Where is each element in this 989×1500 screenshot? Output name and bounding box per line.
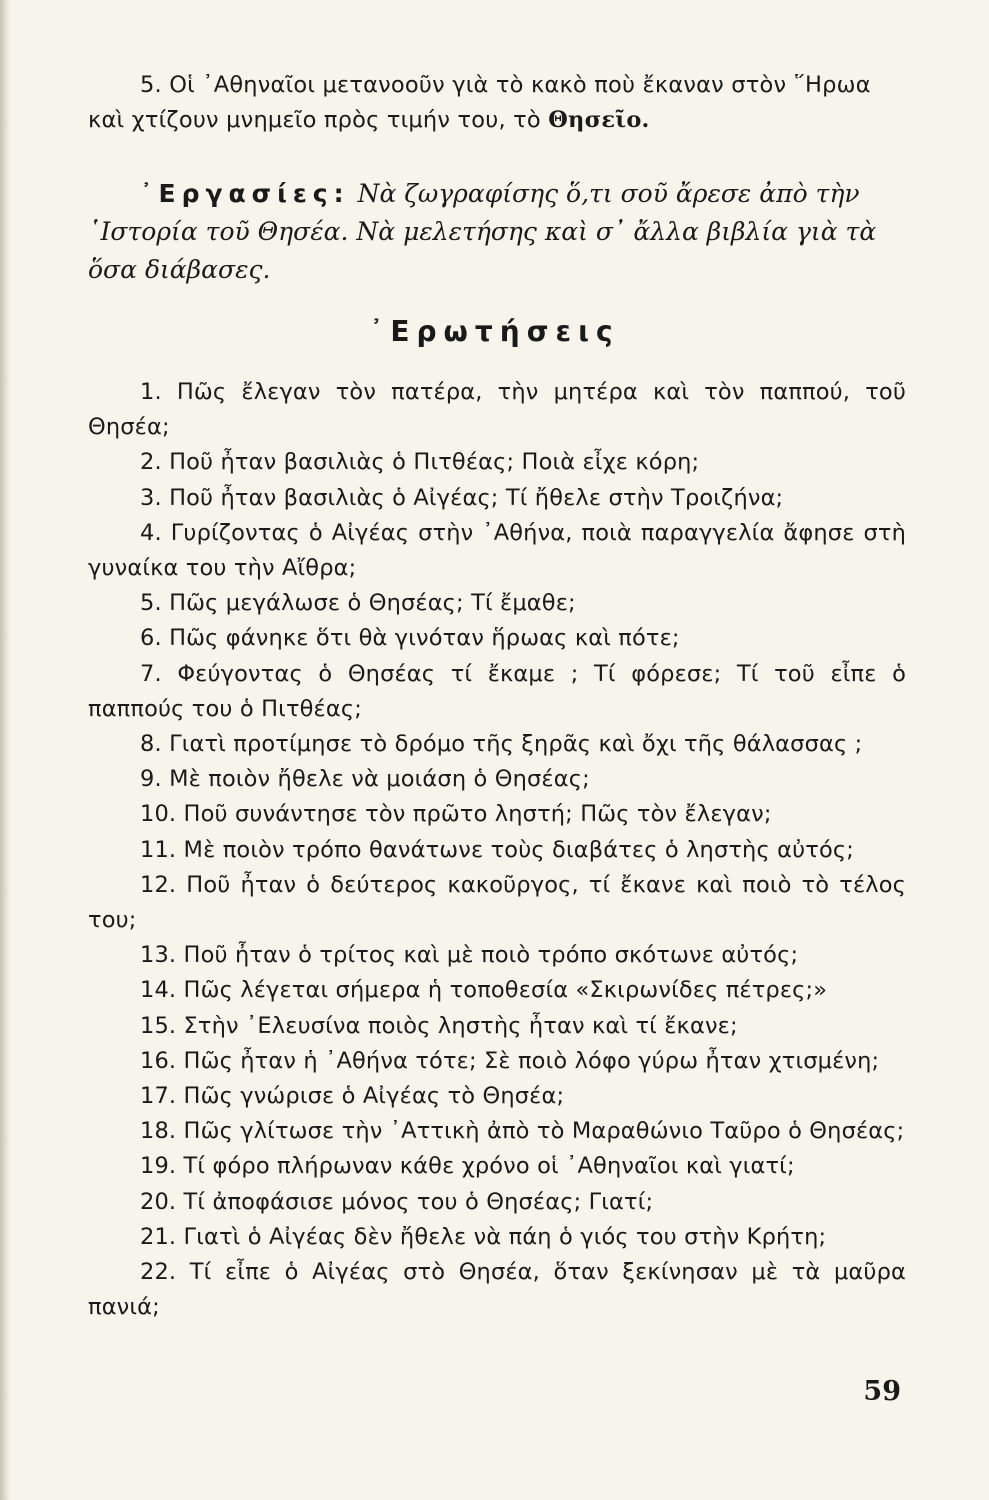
page-number: 59	[863, 1376, 901, 1407]
question-item: 21. Γιατὶ ὁ Αἰγέας δὲν ἤθελε νὰ πάη ὁ γιός του στὴν Κρήτη;	[140, 1223, 827, 1250]
question-item: 6. Πῶς φάνηκε ὅτι θὰ γινόταν ἥρωας καὶ πότε;	[140, 625, 680, 652]
question-item: 5. Πῶς μεγάλωσε ὁ Θησέας; Τί ἔμαθε;	[140, 590, 576, 617]
question-item: 4. Γυρίζοντας ὁ Αἰγέας στὴν ᾿Αθήνα, ποιὰ παραγγελία ἄφησε στὴ γυναίκα του τὴν Αἴθρα;	[88, 519, 906, 582]
question-item: 12. Ποῦ ἦταν ὁ δεύτερος κακοῦργος, τί ἔκανε καὶ ποιὸ τὸ τέλος του;	[88, 871, 906, 934]
question-item: 8. Γιατὶ προτίμησε τὸ δρόμο τῆς ξηρᾶς καὶ ὄχι τῆς θάλασσας ;	[140, 731, 863, 758]
question-item: 9. Μὲ ποιὸν ἤθελε νὰ μοιάση ὁ Θησέας;	[140, 766, 590, 793]
question-item: 18. Πῶς γλίτωσε τὴν ᾿Αττικὴ ἀπὸ τὸ Μαραθώνιο Ταῦρο ὁ Θησέας;	[140, 1118, 905, 1145]
question-item: 1. Πῶς ἔλεγαν τὸν πατέρα, τὴν μητέρα καὶ τὸν παππού, τοῦ Θησέα;	[88, 379, 906, 441]
question-item: 2. Ποῦ ἦταν βασιλιὰς ὁ Πιτθέας; Ποιὰ εἶχε κόρη;	[140, 449, 700, 476]
intro-paragraph	[88, 68, 906, 138]
questions-heading: ᾿Ερωτήσεις	[369, 315, 620, 348]
ergasies-text: Νὰ ζωγραφίσης ὅ,τι σοῦ ἄρεσε ἀπὸ τὴν ῾Ιστορία τοῦ Θησέα. Νὰ μελετήσης καὶ σ᾿ ἄλλα βιβλία γιὰ τὰ ὅσα διάβασες.	[88, 179, 877, 284]
intro-bold-word: Θησεῖο.	[548, 107, 650, 133]
ergasies-block	[88, 175, 906, 289]
question-item: 17. Πῶς γνώρισε ὁ Αἰγέας τὸ Θησέα;	[140, 1083, 565, 1110]
question-item: 10. Ποῦ συνάντησε τὸν πρῶτο ληστή; Πῶς τὸν ἔλεγαν;	[140, 801, 772, 828]
question-item: 15. Στὴν ᾿Ελευσίνα ποιὸς ληστὴς ἦταν καὶ τί ἔκανε;	[140, 1012, 738, 1039]
question-item: 11. Μὲ ποιὸν τρόπο θανάτωνε τοὺς διαβάτες ὁ ληστὴς αὐτός;	[140, 836, 854, 863]
intro-paragraph-block	[88, 68, 906, 138]
page-binding-shadow	[0, 0, 10, 1500]
question-item: 16. Πῶς ἦταν ἡ ᾿Αθήνα τότε; Σὲ ποιὸ λόφο γύρω ἦταν χτισμένη;	[140, 1047, 880, 1074]
question-item: 19. Τί φόρο πλήρωναν κάθε χρόνο οἱ ᾿Αθηναῖοι καὶ γιατί;	[140, 1153, 795, 1180]
question-item: 3. Ποῦ ἦταν βασιλιὰς ὁ Αἰγέας; Τί ἤθελε στὴν Τροιζήνα;	[140, 484, 784, 511]
ergasies-paragraph	[88, 175, 906, 289]
question-item: 20. Τί ἀποφάσισε μόνος του ὁ Θησέας; Γιατί;	[140, 1188, 654, 1215]
question-item: 22. Τί εἶπε ὁ Αἰγέας στὸ Θησέα, ὅταν ξεκίνησαν μὲ τὰ μαῦρα πανιά;	[88, 1259, 906, 1321]
questions-list	[88, 375, 906, 1325]
question-item: 7. Φεύγοντας ὁ Θησέας τί ἔκαμε ; Τί φόρεσε; Τί τοῦ εἶπε ὁ παππούς του ὁ Πιτθέας;	[88, 660, 906, 722]
intro-paragraph-text: 5. Οἱ ᾿Αθηναῖοι μετανοοῦν γιὰ τὸ κακὸ ποὺ ἔκαναν στὸν ῞Ηρωα καὶ χτίζουν μνημεῖο πρὸς τιμήν του, τὸ	[88, 72, 871, 133]
question-item: 14. Πῶς λέγεται σήμερα ἡ τοποθεσία «Σκιρωνίδες πέτρες;»	[140, 977, 828, 1004]
ergasies-heading: ᾿Εργασίες:	[140, 179, 350, 208]
question-item: 13. Ποῦ ἦταν ὁ τρίτος καὶ μὲ ποιὸ τρόπο σκότωνε αὐτός;	[140, 942, 799, 969]
